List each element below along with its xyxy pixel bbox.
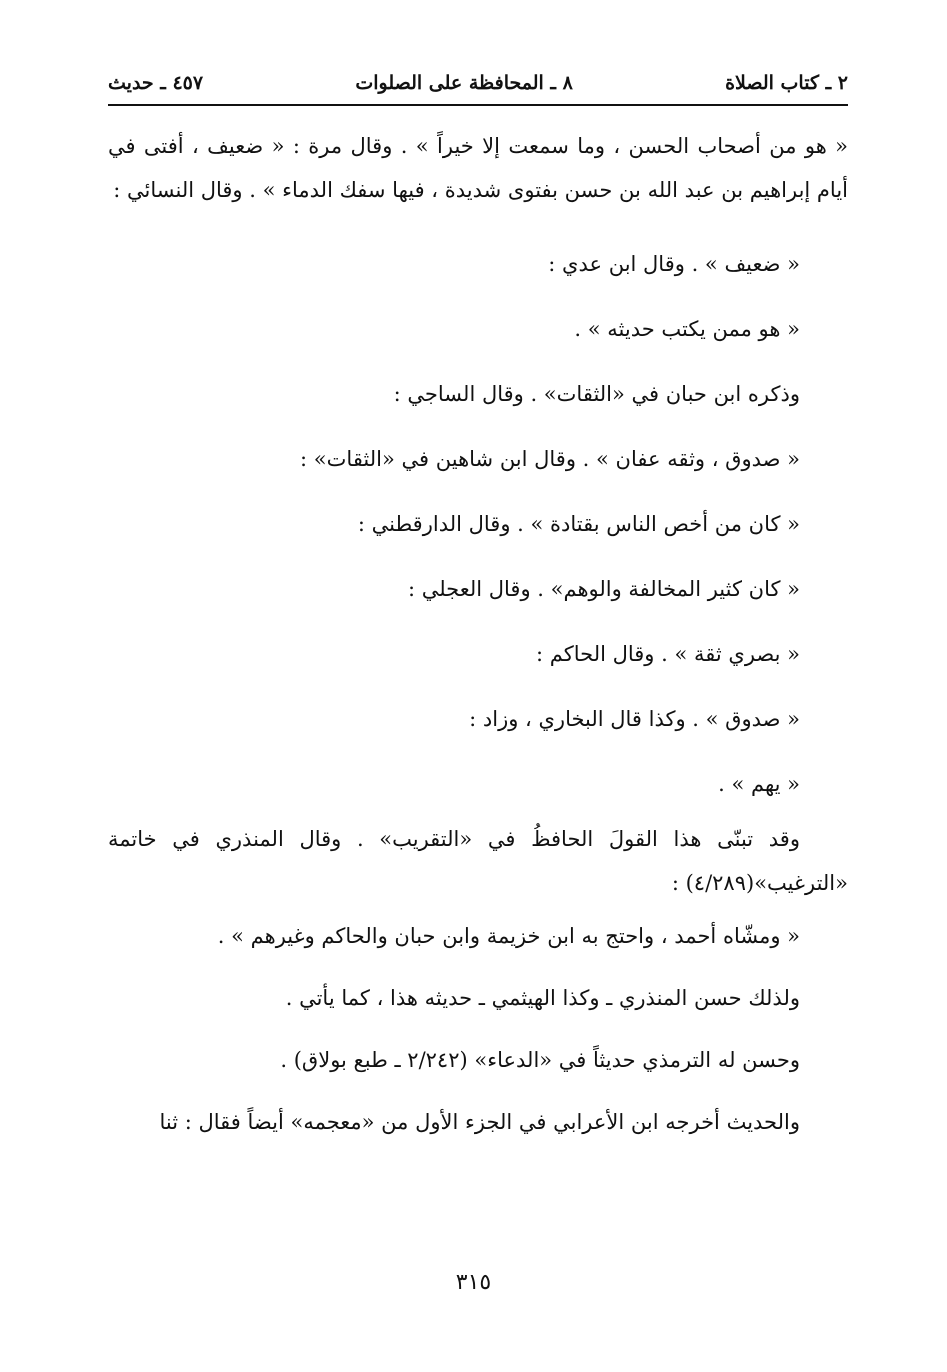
running-header: [108, 66, 848, 100]
quote-line-9: « يهم » .: [718, 772, 800, 796]
paragraph-taqrib: وقد تبنّى هذا القولَ الحافظُ في «التقريب» . وقال المنذري في خاتمة «الترغيب»(٤/٢٨٩) :: [108, 827, 848, 895]
header-chapter: ٢ ـ كتاب الصلاة: [725, 72, 848, 94]
header-section: ٨ ـ المحافظة على الصلوات: [355, 72, 573, 94]
quote-line-11: ولذلك حسن المنذري ـ وكذا الهيثمي ـ حديثه هذا ، كما يأتي .: [285, 986, 800, 1010]
quote-line-8: « صدوق » . وكذا قال البخاري ، وزاد :: [469, 707, 800, 731]
quote-line-2: « هو ممن يكتب حديثه » .: [574, 317, 800, 341]
quote-line-3: وذكره ابن حبان في «الثقات» . وقال الساجي :: [393, 382, 800, 406]
quote-line-12: وحسن له الترمذي حديثاً في «الدعاء» (٢/٢٤٢ ـ طبع بولاق) .: [280, 1048, 800, 1072]
main-text: [108, 124, 848, 1153]
quote-line-1: « ضعيف » . وقال ابن عدي :: [548, 252, 800, 276]
quote-line-7: « بصري ثقة » . وقال الحاكم :: [536, 642, 800, 666]
quote-line-6: « كان كثير المخالفة والوهم» . وقال العجلي :: [407, 577, 800, 601]
quote-line-4: « صدوق ، وثقه عفان » . وقال ابن شاهين في «الثقات» :: [300, 447, 800, 471]
quote-line-10: « ومشّاه أحمد ، واحتج به ابن خزيمة وابن حبان والحاكم وغيرهم » .: [217, 924, 800, 948]
header-divider: [108, 104, 848, 106]
quote-line-13: والحديث أخرجه ابن الأعرابي في الجزء الأول من «معجمه» أيضاً فقال : ثنا: [159, 1110, 800, 1134]
page-number: ٣١٥: [455, 1270, 492, 1295]
paragraph-opening: « هو من أصحاب الحسن ، وما سمعت إلا خيراً » . وقال مرة : « ضعيف ، أفتى في أيام إبراهيم بن عبد الله بن حسن بفتوى شديدة ، فيها سفك الدماء » . وقال النسائي :: [108, 134, 848, 202]
quote-line-5: « كان من أخص الناس بقتادة » . وقال الدارقطني :: [357, 512, 800, 536]
header-hadith-number: ٤٥٧ ـ حديث: [108, 72, 204, 94]
